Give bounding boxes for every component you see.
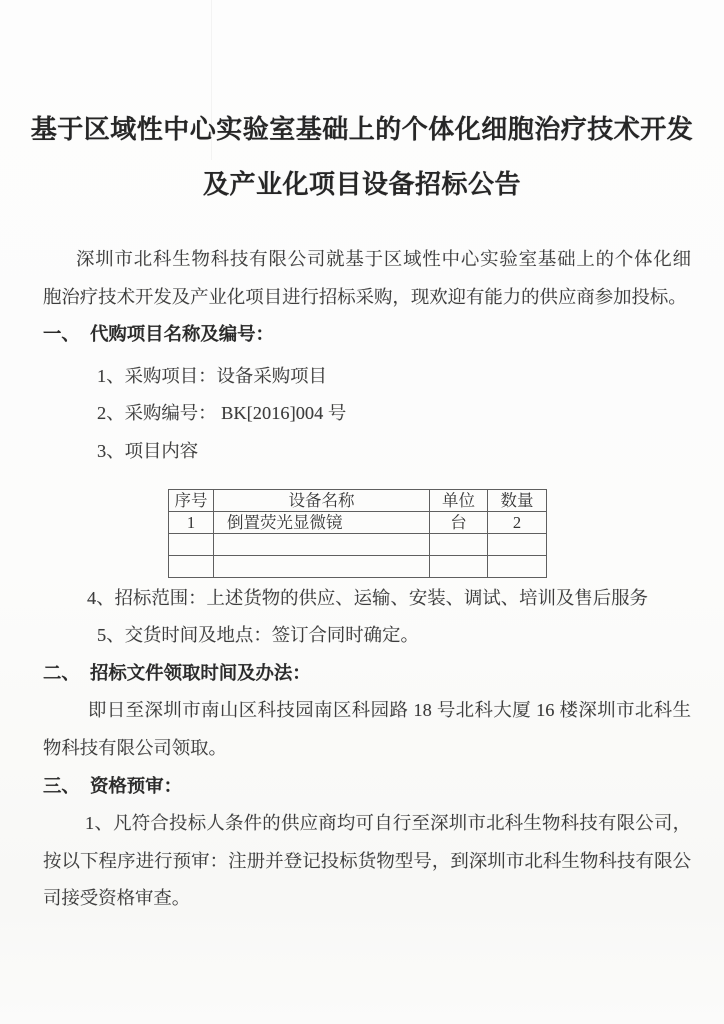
section-3-line-2: 按以下程序进行预审：注册并登记投标货物型号，到深圳市北科生物科技有限公 [43, 850, 691, 871]
section-1-title: 代购项目名称及编号： [90, 324, 274, 345]
cell-equipment-name [214, 555, 430, 577]
cell-no [169, 533, 214, 555]
col-header-quantity: 数量 [488, 489, 547, 511]
section-2-line-2: 物科技有限公司领取。 [43, 737, 227, 758]
title-line-2: 及产业化项目设备招标公告 [202, 170, 521, 199]
cell-unit [430, 533, 488, 555]
equipment-row [169, 511, 547, 533]
cell-quantity [488, 533, 547, 555]
col-header-no: 序号 [169, 489, 214, 511]
cell-no: 1 [169, 511, 214, 533]
equipment-table [168, 489, 547, 578]
section-3-title: 资格预审： [90, 775, 182, 796]
intro-line-2: 胞治疗技术开发及产业化项目进行招标采购，现欢迎有能力的供应商参加投标。 [43, 286, 687, 307]
document-title [0, 0, 724, 212]
cell-equipment-name [214, 533, 430, 555]
document-body [43, 241, 691, 918]
title-line-1: 基于区域性中心实验室基础上的个体化细胞治疗技术开发 [30, 115, 694, 144]
cell-unit [430, 555, 488, 577]
col-header-equipment-name: 设备名称 [214, 489, 430, 511]
table-header-row [169, 489, 547, 511]
col-header-unit: 单位 [430, 489, 488, 511]
section-1-item-2: 2、采购编号： BK[2016]004 号 [97, 403, 347, 424]
empty-table-row [169, 533, 547, 555]
scan-artifact-line [211, 0, 212, 160]
cell-equipment-name: 倒置荧光显微镜 [214, 511, 430, 533]
section-2-line-1: 即日至深圳市南山区科技园南区科园路 18 号北科大厦 16 楼深圳市北科生 [88, 700, 691, 721]
section-1-item-1: 1、采购项目：设备采购项目 [97, 365, 327, 386]
section-3-number: 三、 [43, 775, 80, 796]
section-2-number: 二、 [43, 662, 80, 683]
section-1-item-5: 5、交货时间及地点：签订合同时确定。 [97, 625, 419, 646]
cell-quantity: 2 [488, 511, 547, 533]
section-1-item-3: 3、项目内容 [97, 440, 199, 461]
section-1-heading [43, 316, 691, 354]
empty-table-row [169, 555, 547, 577]
section-2-title: 招标文件领取时间及办法： [90, 662, 311, 683]
section-2-heading [43, 655, 691, 693]
section-1-item-4: 4、招标范围：上述货物的供应、运输、安装、调试、培训及售后服务 [87, 587, 648, 608]
cell-no [169, 555, 214, 577]
section-3-line-3: 司接受资格审查。 [43, 888, 191, 909]
section-1-number: 一、 [43, 324, 80, 345]
section-3-heading [43, 768, 691, 806]
intro-line-1: 深圳市北科生物科技有限公司就基于区域性中心实验室基础上的个体化细 [76, 249, 691, 269]
cell-quantity [488, 555, 547, 577]
section-3-line-1: 1、凡符合投标人条件的供应商均可自行至深圳市北科生物科技有限公司， [85, 813, 691, 834]
cell-unit: 台 [430, 511, 488, 533]
